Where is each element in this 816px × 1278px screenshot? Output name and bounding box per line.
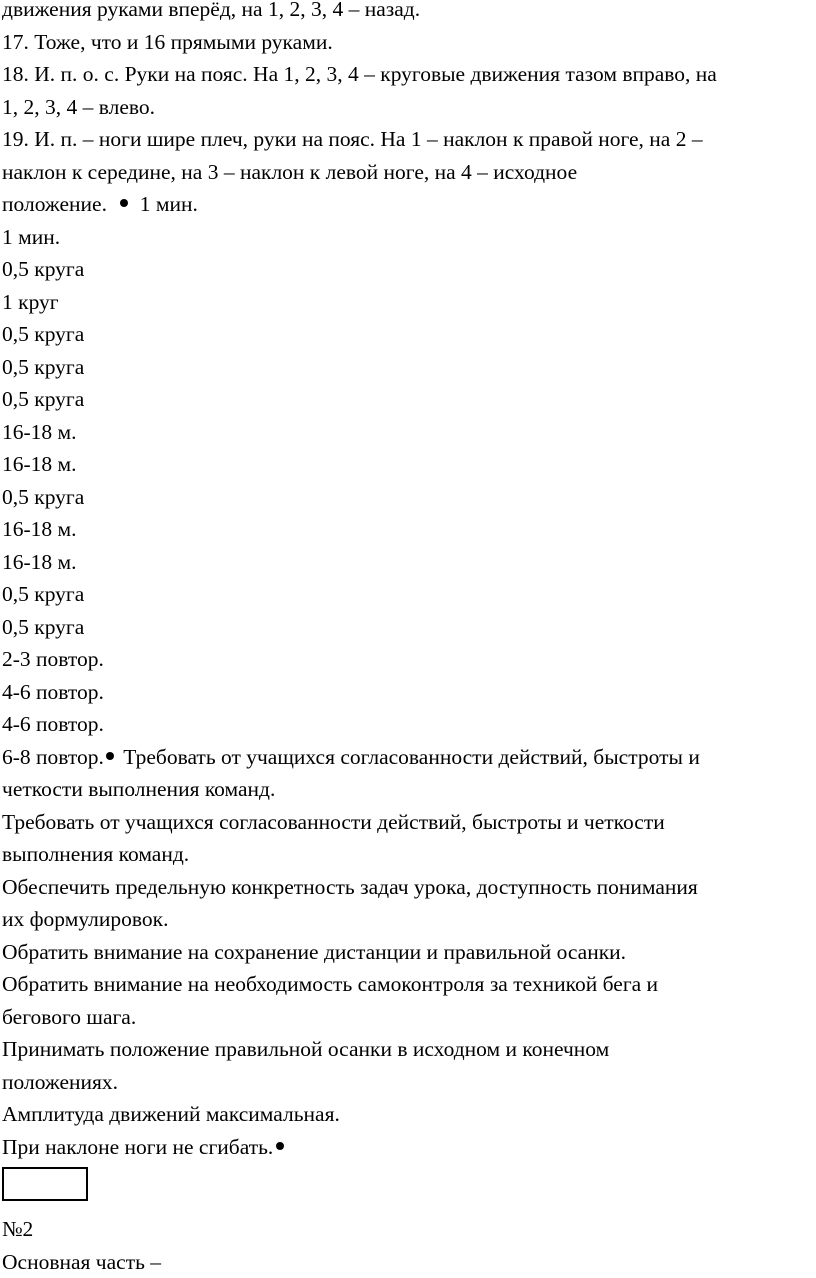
position-line-end: 1 мин. xyxy=(140,192,198,216)
dosage-line: 1 круг xyxy=(2,286,814,319)
instruction-line: Требовать от учащихся согласованности действий, быстроты и четкости xyxy=(2,806,814,839)
dosage-line: 0,5 круга xyxy=(2,611,814,644)
instruction-line: Обратить внимание на сохранение дистанции и правильной осанки. xyxy=(2,936,814,969)
instruction-line: выполнения команд. xyxy=(2,838,814,871)
section-number: №2 xyxy=(2,1213,814,1246)
dosage-line: 0,5 круга xyxy=(2,318,814,351)
dosage-line: 16-18 м. xyxy=(2,416,814,449)
bullet-icon xyxy=(276,1142,284,1150)
section-title: Основная часть – xyxy=(2,1246,814,1278)
position-line-start: положение. xyxy=(2,192,107,216)
text-line: 18. И. п. о. с. Руки на пояс. На 1, 2, 3, 4 – круговые движения тазом вправо, на xyxy=(2,58,814,91)
empty-table-cell xyxy=(2,1167,88,1201)
last-instruction-text: При наклоне ноги не сгибать. xyxy=(2,1135,273,1159)
text-line: 17. Тоже, что и 16 прямыми руками. xyxy=(2,26,814,59)
empty-cell-row xyxy=(2,1163,814,1213)
dosage-line: 2-3 повтор. xyxy=(2,643,814,676)
text-line: 19. И. п. – ноги шире плеч, руки на пояс. На 1 – наклон к правой ноге, на 2 – xyxy=(2,123,814,156)
dosage-line: 16-18 м. xyxy=(2,513,814,546)
instruction-line: положениях. xyxy=(2,1066,814,1099)
dosage-line: 0,5 круга xyxy=(2,253,814,286)
instruction-line: Амплитуда движений максимальная. xyxy=(2,1098,814,1131)
text-line: движения руками вперёд, на 1, 2, 3, 4 – назад. xyxy=(2,0,814,26)
bullet-icon xyxy=(106,752,114,760)
instruction-line: их формулировок. xyxy=(2,903,814,936)
dosage-line: 16-18 м. xyxy=(2,546,814,579)
dosage-line: 1 мин. xyxy=(2,221,814,254)
position-line xyxy=(2,188,814,221)
dosage-line: 0,5 круга xyxy=(2,351,814,384)
dosage-line: 0,5 круга xyxy=(2,578,814,611)
instruction-line: бегового шага. xyxy=(2,1001,814,1034)
instruction-line: Принимать положение правильной осанки в исходном и конечном xyxy=(2,1033,814,1066)
text-line: наклон к середине, на 3 – наклон к левой ноге, на 4 – исходное xyxy=(2,156,814,189)
dosage-line: 4-6 повтор. xyxy=(2,676,814,709)
text-line: 1, 2, 3, 4 – влево. xyxy=(2,91,814,124)
dosage-line: 0,5 круга xyxy=(2,383,814,416)
repeat-line-start: 6-8 повтор. xyxy=(2,745,104,769)
last-instruction-line xyxy=(2,1131,814,1164)
repeat-line-end: Требовать от учащихся согласованности действий, быстроты и xyxy=(123,745,700,769)
repeat-line xyxy=(2,741,814,774)
dosage-line: 16-18 м. xyxy=(2,448,814,481)
dosage-line: 0,5 круга xyxy=(2,481,814,514)
instruction-line: Обратить внимание на необходимость самоконтроля за техникой бега и xyxy=(2,968,814,1001)
dosage-line: 4-6 повтор. xyxy=(2,708,814,741)
instruction-line: Обеспечить предельную конкретность задач урока, доступность понимания xyxy=(2,871,814,904)
instruction-line: четкости выполнения команд. xyxy=(2,773,814,806)
bullet-icon xyxy=(120,199,128,207)
